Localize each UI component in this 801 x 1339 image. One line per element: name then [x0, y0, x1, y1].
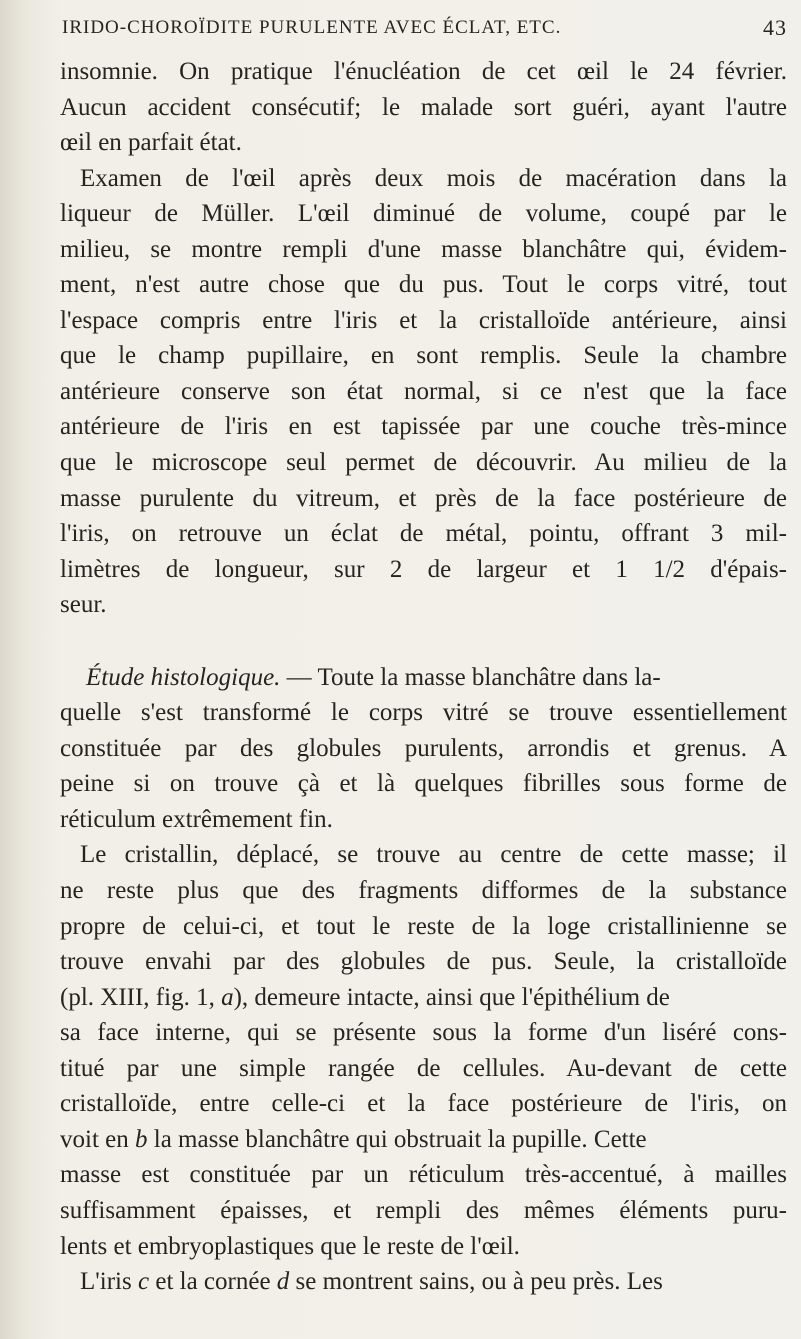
text-line: Aucun accident consécutif; le malade sort guéri, ayant l'autre — [60, 93, 787, 121]
figure-letter: d — [276, 1268, 290, 1296]
text-line: suffisamment épaisses, et rempli des mêmes éléments puru- — [60, 1196, 787, 1224]
text-run: L'iris — [80, 1268, 138, 1296]
running-head — [60, 17, 787, 47]
text-line: quelle s'est transformé le corps vitré se trouve essentiellement — [60, 699, 787, 727]
text-line: trouve envahi par des globules de pus. Seule, la cristalloïde — [60, 948, 787, 976]
text-line: constituée par des globules purulents, arrondis et grenus. A — [60, 734, 787, 762]
text-run: voit en — [60, 1125, 135, 1153]
running-title: IRIDO-CHOROÏDITE PURULENTE AVEC ÉCLAT, ETC. — [62, 17, 562, 38]
section-heading-line — [60, 660, 787, 696]
text-run: se montrent sains, ou à peu près. Les — [289, 1268, 663, 1296]
figure-letter: b — [135, 1125, 148, 1153]
text-line — [60, 1264, 787, 1300]
text-run: la masse blanchâtre qui obstruait la pupille. Cette — [147, 1125, 647, 1153]
text-line — [60, 1122, 787, 1158]
text-run: et la cornée — [149, 1268, 277, 1296]
figure-letter: a — [221, 983, 234, 1011]
text-line: liqueur de Müller. L'œil diminué de volume, coupé par le — [60, 200, 787, 228]
text-line: Le cristallin, déplacé, se trouve au centre de cette masse; il — [80, 841, 787, 869]
text-line: masse purulente du vitreum, et près de la face postérieure de — [60, 484, 787, 512]
text-line — [60, 980, 787, 1016]
text-run: — Toute la masse blanchâtre dans la- — [280, 663, 661, 691]
text-line: que le microscope seul permet de découvrir. Au milieu de la — [60, 449, 787, 477]
text-line: masse est constituée par un réticulum très-accentué, à mailles — [60, 1161, 787, 1189]
text-line: ment, n'est autre chose que du pus. Tout le corps vitré, tout — [60, 271, 787, 299]
text-line: réticulum extrêmement fin. — [60, 805, 333, 833]
text-line: œil en parfait état. — [60, 129, 242, 157]
page-number: 43 — [763, 15, 787, 40]
text-line: insomnie. On pratique l'énucléation de cet œil le 24 février. — [60, 58, 787, 85]
paragraph-gap — [60, 623, 787, 660]
text-line: sa face interne, qui se présente sous la forme d'un liséré cons- — [60, 1019, 787, 1047]
text-line: cristalloïde, entre celle-ci et la face postérieure de l'iris, on — [60, 1090, 787, 1118]
text-line: antérieure conserve son état normal, si ce n'est que la face — [60, 377, 787, 405]
text-line: ne reste plus que des fragments difformes de la substance — [60, 877, 787, 905]
text-line: l'espace compris entre l'iris et la cristalloïde antérieure, ainsi — [60, 306, 787, 334]
text-line: seur. — [60, 591, 107, 619]
text-line: titué par une simple rangée de cellules. Au-devant de cette — [60, 1054, 787, 1082]
text-line: antérieure de l'iris en est tapissée par une couche très-mince — [60, 413, 787, 441]
text-line: que le champ pupillaire, en sont remplis. Seule la chambre — [60, 342, 787, 370]
text-line: lents et embryoplastiques que le reste de l'œil. — [60, 1232, 520, 1260]
text-line: l'iris, on retrouve un éclat de métal, pointu, offrant 3 mil- — [60, 520, 787, 548]
body-text — [60, 54, 787, 1300]
text-line: peine si on trouve çà et là quelques fibrilles sous forme de — [60, 770, 787, 798]
text-line: milieu, se montre rempli d'une masse blanchâtre qui, évidem- — [60, 235, 787, 263]
text-line: limètres de longueur, sur 2 de largeur et 1 1/2 d'épais- — [60, 555, 787, 583]
text-run: (pl. XIII, fig. 1, — [60, 983, 222, 1011]
text-run: ), demeure intacte, ainsi que l'épithélium de — [233, 983, 670, 1011]
text-line: Examen de l'œil après deux mois de macération dans la — [80, 164, 787, 192]
section-heading: Étude histologique. — [86, 663, 281, 691]
text-line: propre de celui-ci, et tout le reste de la loge cristallinienne se — [60, 912, 787, 940]
figure-letter: c — [137, 1268, 150, 1296]
